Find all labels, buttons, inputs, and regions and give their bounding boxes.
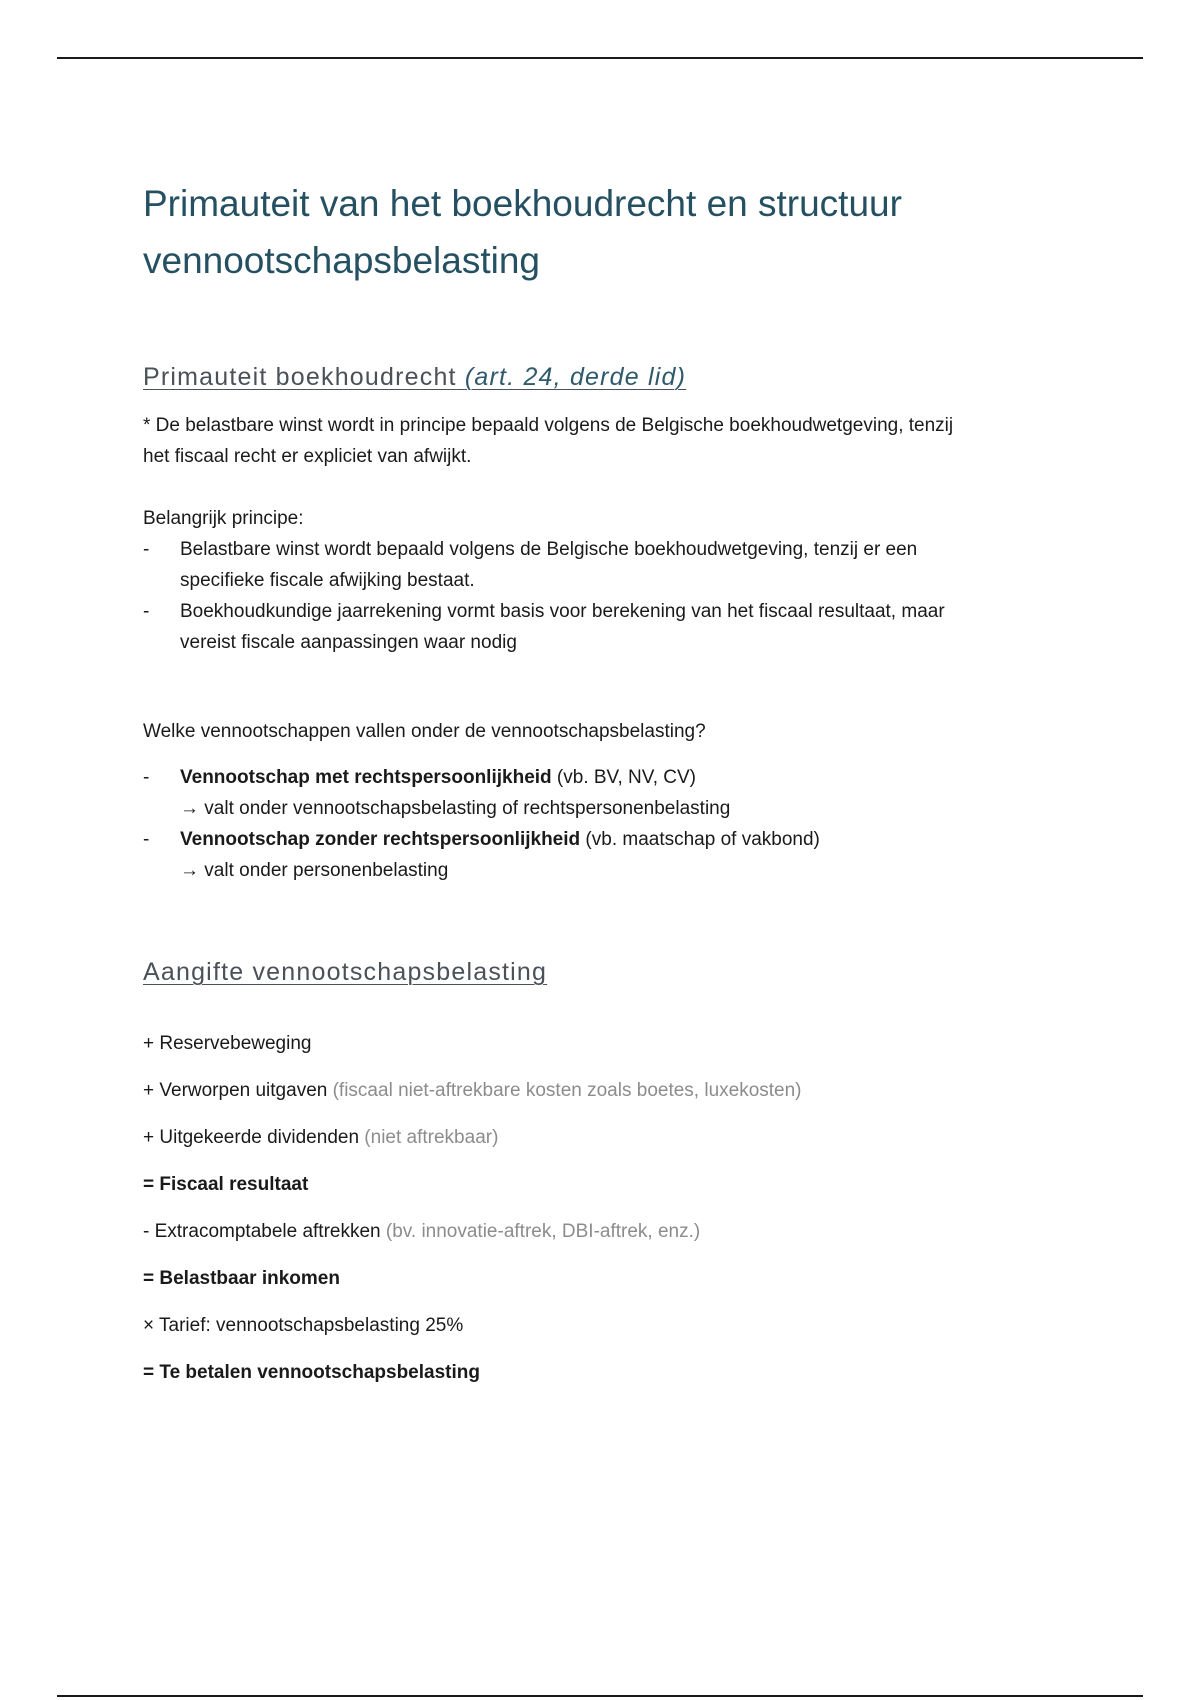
- list-item: [143, 596, 1083, 658]
- principle-list: [143, 534, 1083, 658]
- entity-question: Welke vennootschappen vallen onder de vennootschapsbelasting?: [143, 721, 706, 742]
- primauteit-heading-text: Primauteit boekhoudrecht: [143, 363, 457, 391]
- calc-te-betalen: = Te betalen vennootschapsbelasting: [143, 1362, 480, 1383]
- calc-tarief: × Tarief: vennootschapsbelasting 25%: [143, 1315, 464, 1336]
- aftrekken-note: (bv. innovatie-aftrek, DBI-aftrek, enz.): [385, 1221, 701, 1242]
- calc-verworpen-uitgaven: [143, 1075, 1083, 1106]
- entity-2-consequence: → valt onder personenbelasting: [180, 860, 449, 881]
- dividenden-note: (niet aftrekbaar): [364, 1127, 499, 1148]
- entity-list: [143, 762, 1083, 886]
- list-item: [143, 534, 1083, 596]
- principle-1-line2: specifieke fiscale afwijking bestaat.: [180, 570, 475, 591]
- principle-1-line1: Belastbare winst wordt bepaald volgens de Belgische boekhoudwetgeving, tenzij er een: [180, 539, 918, 560]
- calc-extracomptabele-aftrekken: [143, 1216, 1083, 1247]
- document-title: [143, 175, 1083, 289]
- bottom-rule: [57, 1695, 1143, 1697]
- tax-calculation: [143, 1028, 1083, 1388]
- intro-line2: het fiscaal recht er expliciet van afwijkt.: [143, 446, 472, 467]
- calc-dividenden: [143, 1122, 1083, 1153]
- list-item: [143, 762, 1083, 824]
- principle-label: Belangrijk principe:: [143, 508, 304, 529]
- dash-bullet: -: [143, 767, 150, 788]
- page-content: [143, 175, 1083, 1404]
- calc-fiscaal-resultaat: = Fiscaal resultaat: [143, 1174, 309, 1195]
- aftrekken-label: - Extracomptabele aftrekken: [143, 1221, 381, 1242]
- section-heading-primauteit: [143, 361, 1083, 393]
- entity-2-examples: (vb. maatschap of vakbond): [580, 829, 820, 850]
- dash-bullet: -: [143, 601, 150, 622]
- calc-reservebeweging: + Reservebeweging: [143, 1033, 312, 1054]
- section-heading-aangifte: Aangifte vennootschapsbelasting: [143, 958, 548, 986]
- dividenden-label: + Uitgekeerde dividenden: [143, 1127, 360, 1148]
- verworpen-note: (fiscaal niet-aftrekbare kosten zoals boetes, luxekosten): [332, 1080, 802, 1101]
- dash-bullet: -: [143, 829, 150, 850]
- principle-2-line1: Boekhoudkundige jaarrekening vormt basis voor berekening van het fiscaal resultaat, maar: [180, 601, 945, 622]
- document-title-line2: vennootschapsbelasting: [143, 240, 541, 281]
- entity-2-name: Vennootschap zonder rechtspersoonlijkheid: [180, 829, 581, 850]
- intro-line1: * De belastbare winst wordt in principe bepaald volgens de Belgische boekhoudwetgeving, tenzij: [143, 415, 954, 436]
- entity-1-examples: (vb. BV, NV, CV): [551, 767, 696, 788]
- principle-2-line2: vereist fiscale aanpassingen waar nodig: [180, 632, 517, 653]
- verworpen-label: + Verworpen uitgaven: [143, 1080, 328, 1101]
- entity-1-name: Vennootschap met rechtspersoonlijkheid: [180, 767, 552, 788]
- dash-bullet: -: [143, 539, 150, 560]
- document-title-line1: Primauteit van het boekhoudrecht en structuur: [143, 183, 902, 224]
- entity-1-consequence: → valt onder vennootschapsbelasting of rechtspersonenbelasting: [180, 798, 731, 819]
- article-reference: (art. 24, derde lid): [464, 363, 687, 391]
- intro-paragraph: [143, 410, 1083, 472]
- top-rule: [57, 57, 1143, 59]
- list-item: [143, 824, 1083, 886]
- calc-belastbaar-inkomen: = Belastbaar inkomen: [143, 1268, 340, 1289]
